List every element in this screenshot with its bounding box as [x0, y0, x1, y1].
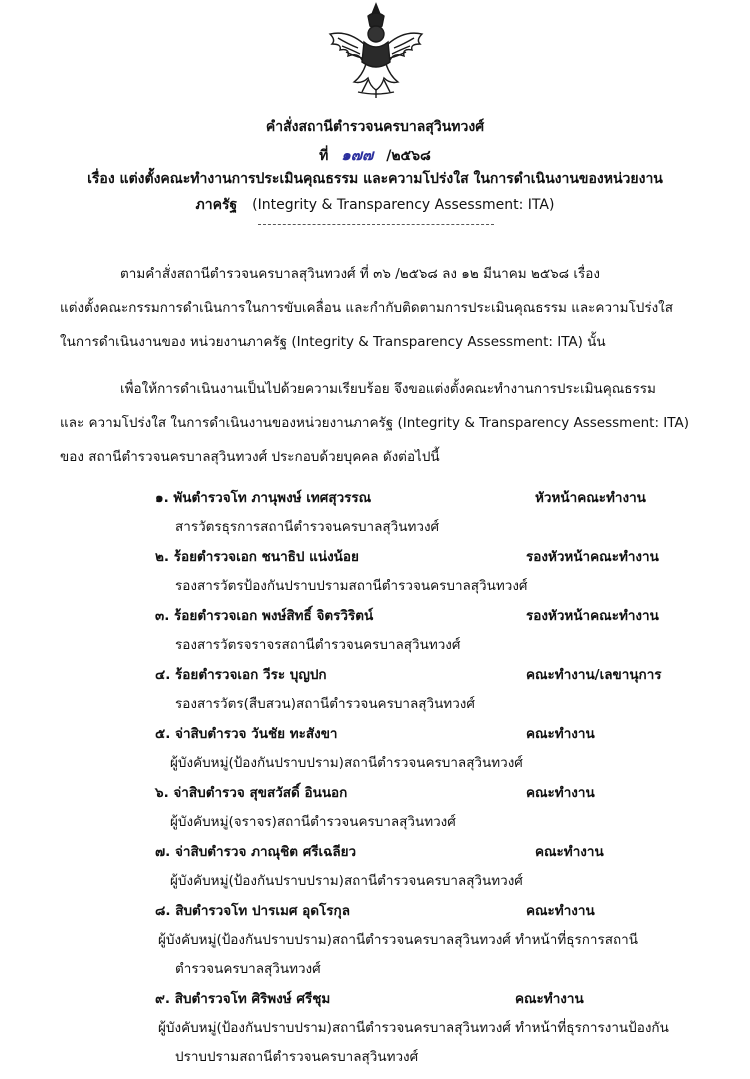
para2-line-3: ของ สถานีตำรวจนครบาลสุวินทวงศ์ ประกอบด้วยบุคคล ดังต่อไปนี้ — [60, 449, 440, 465]
order-number-prefix: ที่ — [319, 148, 329, 164]
order-number-handwritten: ๑๗๗ — [341, 146, 374, 164]
member-9-position-line-2: ปราบปรามสถานีตำรวจนครบาลสุวินทวงศ์ — [175, 1049, 419, 1065]
garuda-emblem-icon — [318, 0, 434, 100]
member-1-position: สารวัตรธุรการสถานีตำรวจนครบาลสุวินทวงศ์ — [175, 519, 440, 535]
member-9-position-line-1: ผู้บังคับหมู่(ป้องกันปราบปราม)สถานีตำรวจนครบาลสุวินทวงศ์ ทำหน้าที่ธุรการงานป้องกัน — [158, 1020, 669, 1036]
member-2-name: ๒. ร้อยตำรวจเอก ชนาธิป แน่งน้อย — [155, 549, 359, 565]
member-2-position: รองสารวัตรป้องกันปราบปรามสถานีตำรวจนครบาลสุวินทวงศ์ — [175, 578, 528, 594]
para2-line-2: และ ความโปร่งใส ในการดำเนินงานของหน่วยงานภาครัฐ (Integrity & Transparency Assessment: ITA) — [60, 415, 689, 431]
member-1-name: ๑. พันตำรวจโท ภานุพงษ์ เทศสุวรรณ — [155, 490, 372, 506]
order-number — [0, 143, 750, 167]
member-4-position: รองสารวัตร(สืบสวน)สถานีตำรวจนครบาลสุวินทวงศ์ — [175, 696, 475, 712]
order-title: คำสั่งสถานีตำรวจนครบาลสุวินทวงศ์ — [265, 119, 485, 135]
member-5-position: ผู้บังคับหมู่(ป้องกันปราบปราม)สถานีตำรวจนครบาลสุวินทวงศ์ — [170, 755, 523, 771]
member-6-position: ผู้บังคับหมู่(จราจร)สถานีตำรวจนครบาลสุวินทวงศ์ — [170, 814, 456, 830]
para1-line-3: ในการดำเนินงานของ หน่วยงานภาครัฐ (Integrity & Transparency Assessment: ITA) นั้น — [60, 334, 606, 350]
member-9-name: ๙. สิบตำรวจโท ศิริพงษ์ ศรีชุม — [155, 991, 331, 1007]
subject-line-2-en: (Integrity & Transparency Assessment: ITA) — [252, 197, 555, 213]
para2-line-1: เพื่อให้การดำเนินงานเป็นไปด้วยความเรียบร้อย จึงขอแต่งตั้งคณะทำงานการประเมินคุณธรรม — [120, 381, 656, 397]
member-8-role: คณะทำงาน — [526, 903, 595, 919]
member-9-role: คณะทำงาน — [515, 991, 584, 1007]
member-1-role: หัวหน้าคณะทำงาน — [535, 490, 646, 506]
para1-line-1: ตามคำสั่งสถานีตำรวจนครบาลสุวินทวงศ์ ที่ ๓๖ /๒๕๖๘ ลง ๑๒ มีนาคม ๒๕๖๘ เรื่อง — [120, 266, 600, 282]
para1-line-2: แต่งตั้งคณะกรรมการดำเนินการในการขับเคลื่อน และกำกับติดตามการประเมินคุณธรรม และความโปร่งใส — [60, 300, 674, 316]
member-7-position: ผู้บังคับหมู่(ป้องกันปราบปราม)สถานีตำรวจนครบาลสุวินทวงศ์ — [170, 873, 523, 889]
member-3-role: รองหัวหน้าคณะทำงาน — [526, 608, 659, 624]
member-3-position: รองสารวัตรจราจรสถานีตำรวจนครบาลสุวินทวงศ์ — [175, 637, 461, 653]
member-8-position-line-2: ตำรวจนครบาลสุวินทวงศ์ — [175, 961, 321, 977]
member-8-position-line-1: ผู้บังคับหมู่(ป้องกันปราบปราม)สถานีตำรวจนครบาลสุวินทวงศ์ ทำหน้าที่ธุรการสถานี — [158, 932, 638, 948]
member-4-role: คณะทำงาน/เลขานุการ — [526, 667, 662, 683]
subject-line-2 — [0, 194, 750, 216]
order-number-suffix: /๒๕๖๘ — [386, 148, 431, 164]
member-6-role: คณะทำงาน — [526, 785, 595, 801]
member-5-role: คณะทำงาน — [526, 726, 595, 742]
member-8-name: ๘. สิบตำรวจโท ปารเมศ อุดโรกุล — [155, 903, 350, 919]
member-5-name: ๕. จ่าสิบตำรวจ วันชัย ทะสังขา — [155, 726, 338, 742]
member-6-name: ๖. จ่าสิบตำรวจ สุขสวัสดิ์ อินนอก — [155, 785, 348, 801]
member-3-name: ๓. ร้อยตำรวจเอก พงษ์สิทธิ์ จิตรวิริตน์ — [155, 608, 374, 624]
subject-line-2-th: ภาครัฐ — [195, 197, 238, 213]
divider-line — [258, 224, 494, 225]
subject-line-1: เรื่อง แต่งตั้งคณะทำงานการประเมินคุณธรรม และความโปร่งใส ในการดำเนินงานของหน่วยงาน — [87, 171, 663, 187]
member-7-name: ๗. จ่าสิบตำรวจ ภาณุชิต ศรีเฉลียว — [155, 844, 357, 860]
member-2-role: รองหัวหน้าคณะทำงาน — [526, 549, 659, 565]
member-7-role: คณะทำงาน — [535, 844, 604, 860]
member-4-name: ๔. ร้อยตำรวจเอก วีระ บุญปก — [155, 667, 327, 683]
